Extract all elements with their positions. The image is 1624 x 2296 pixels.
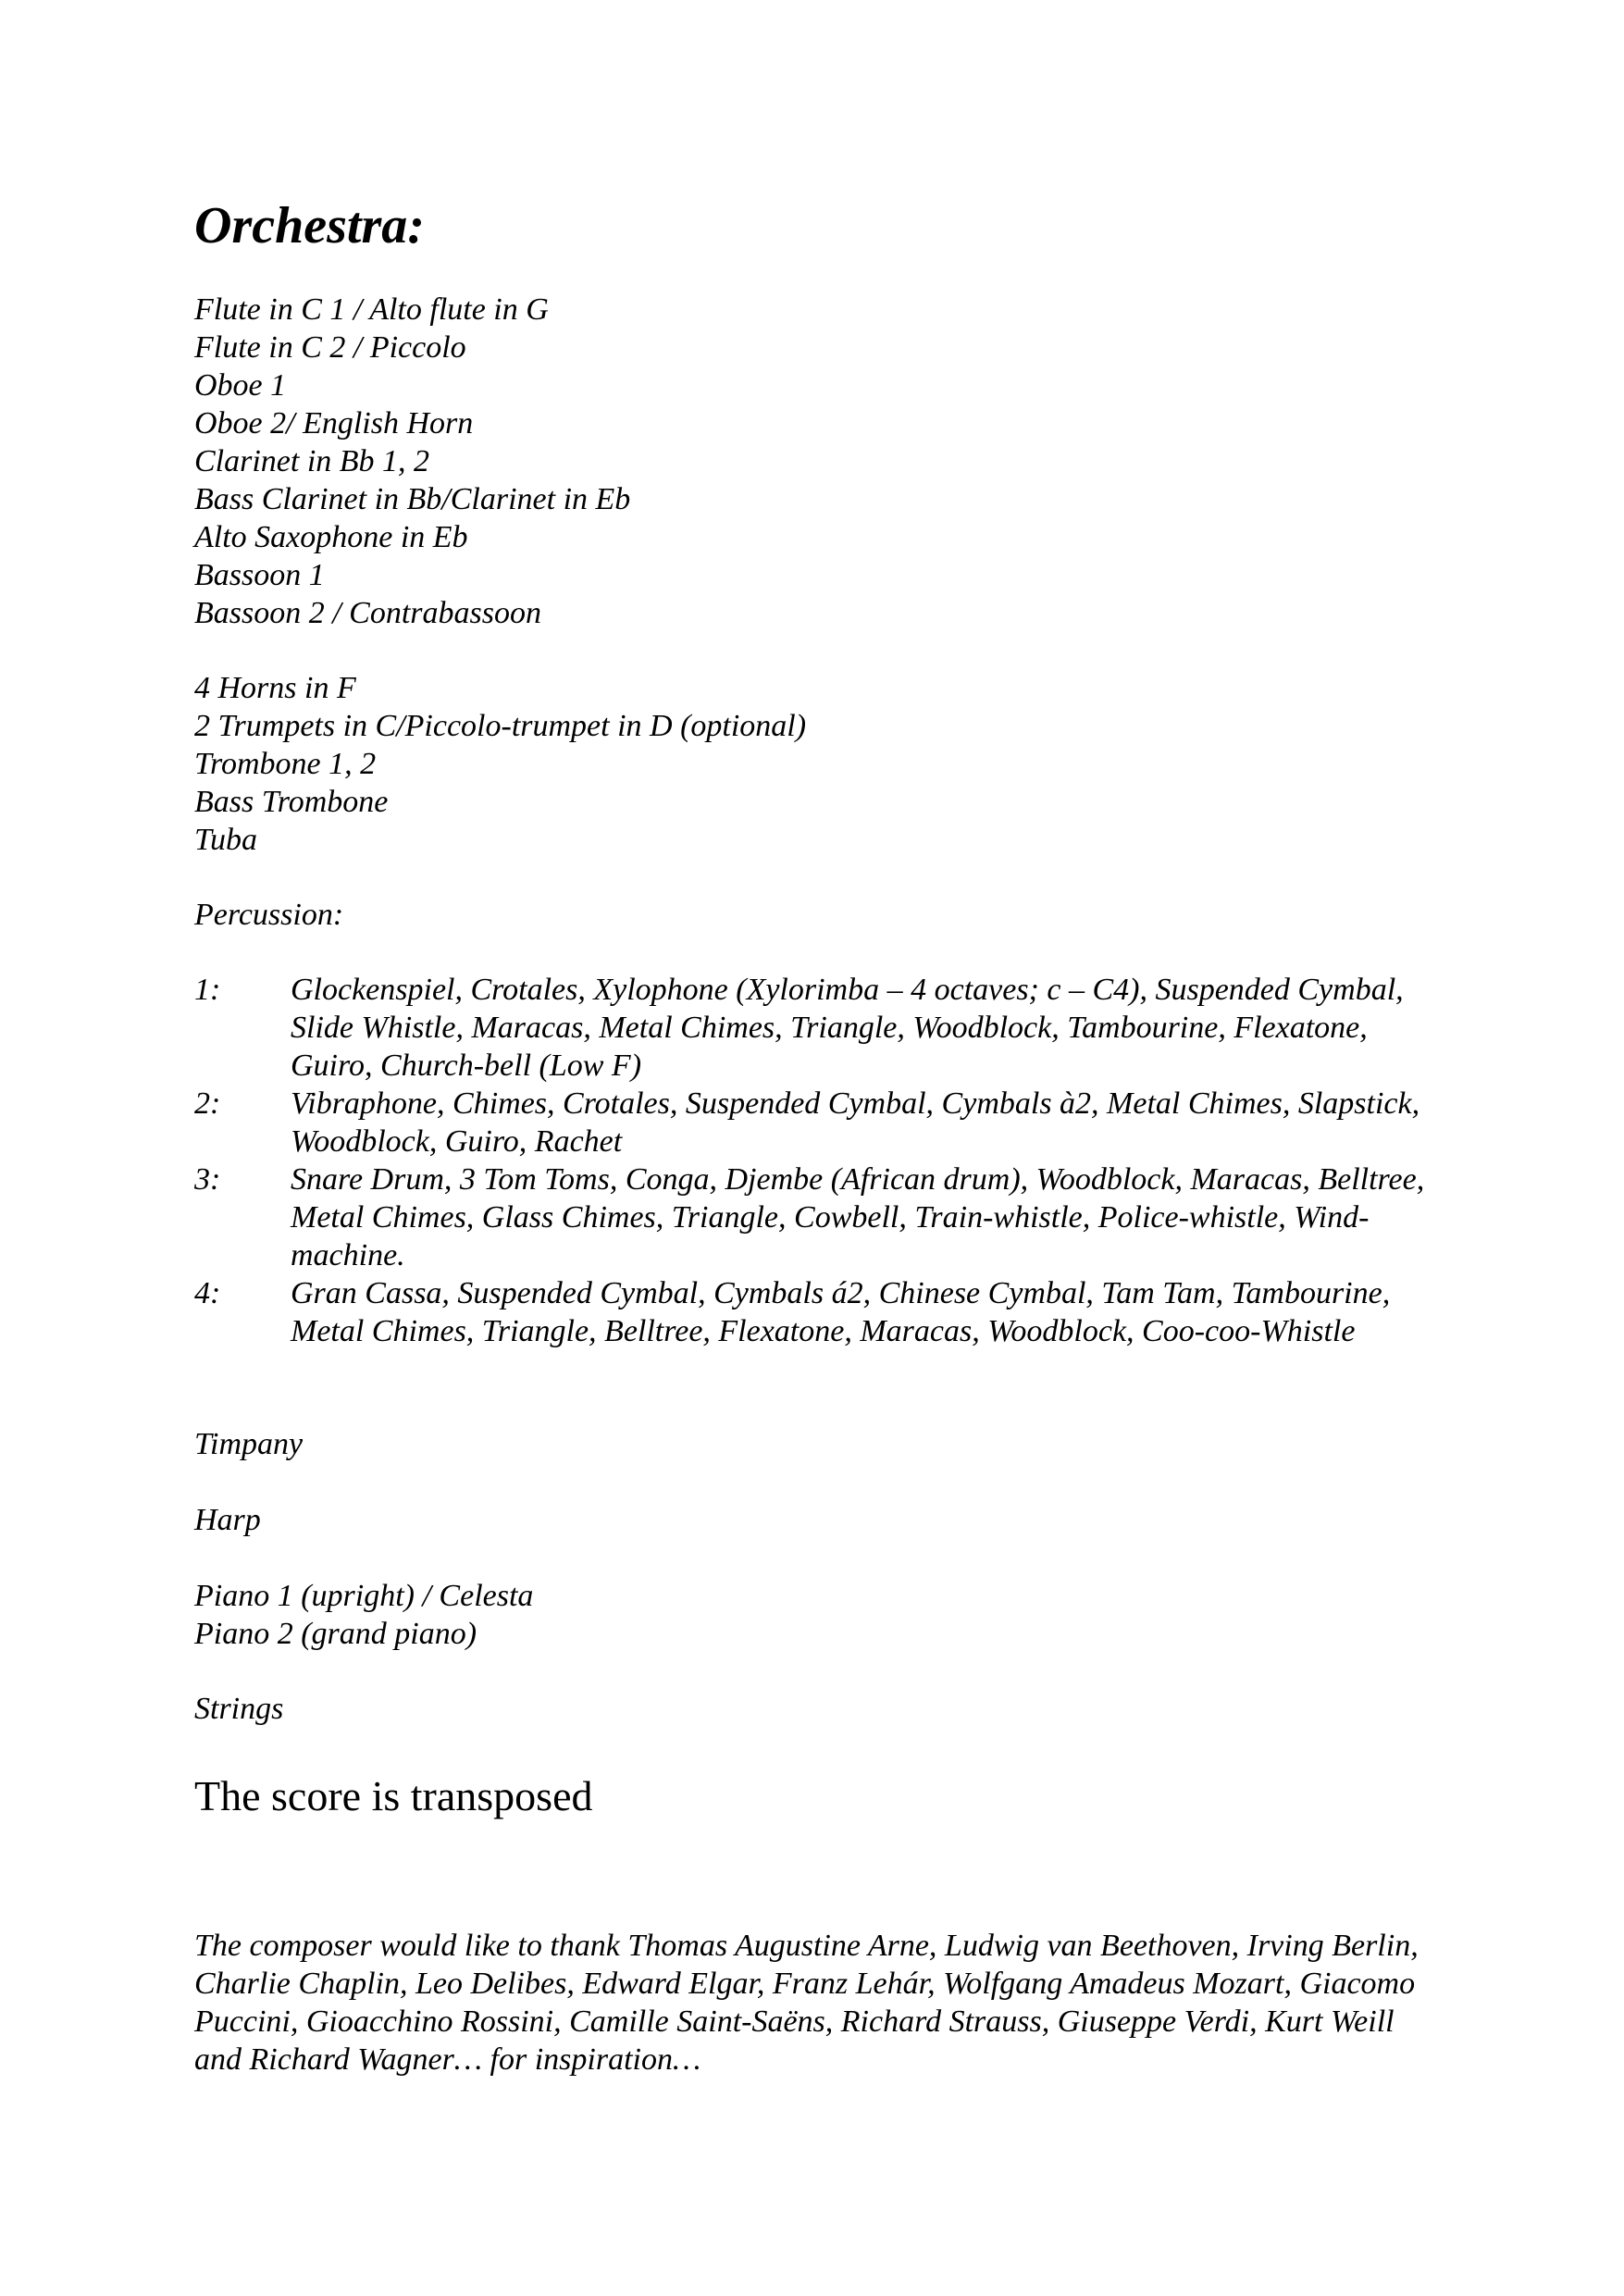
player-instruments: Vibraphone, Chimes, Crotales, Suspended Cymbal, Cymbals à2, Metal Chimes, Slapstick, Woodblock, Guiro, Rachet [291, 1086, 1420, 1159]
instrument-item: 4 Horns in F [194, 671, 356, 705]
player-instruments: Snare Drum, 3 Tom Toms, Conga, Djembe (African drum), Woodblock, Maracas, Belltree, Metal Chimes, Glass Chimes, Triangle, Cowbell, Train-whistle, Police-whistle, Wind-machine. [291, 1162, 1425, 1272]
instrument-item: 2 Trumpets in C/Piccolo-trumpet in D (optional) [194, 709, 807, 743]
player-instruments: Gran Cassa, Suspended Cymbal, Cymbals á2, Chinese Cymbal, Tam Tam, Tambourine, Metal Chimes, Triangle, Belltree, Flexatone, Maracas, Woodblock, Coo-coo-Whistle [291, 1276, 1391, 1348]
instrument-item: Clarinet in Bb 1, 2 [194, 444, 430, 478]
timpany-label: Timpany [194, 1427, 304, 1461]
player-number: 3: [194, 1162, 221, 1197]
instrument-item: Trombone 1, 2 [194, 747, 377, 781]
pianos-list [194, 1577, 533, 1653]
page-title: Orchestra: [194, 197, 425, 254]
woodwinds-list [194, 291, 630, 632]
instrument-item: Bassoon 1 [194, 558, 325, 592]
instrument-item: Piano 1 (upright) / Celesta [194, 1579, 534, 1613]
instrument-item: Oboe 1 [194, 368, 287, 403]
instrument-item: Piano 2 (grand piano) [194, 1617, 477, 1651]
acknowledgement-text: The composer would like to thank Thomas Augustine Arne, Ludwig van Beethoven, Irving Berlin, Charlie Chaplin, Leo Delibes, Edward Elgar, Franz Lehár, Wolfgang Amadeus Mozart, Giacomo Puccini, Gioacchino Rossini, Camille Saint-Saëns, Richard Strauss, Giuseppe Verdi, Kurt Weill and Richard Wagner… for inspiration… [194, 1929, 1419, 2077]
player-number: 4: [194, 1276, 221, 1310]
percussion-player-item [194, 1160, 1444, 1274]
transposed-note: The score is transposed [194, 1772, 593, 1819]
percussion-players-list [194, 971, 1444, 1350]
percussion-heading: Percussion: [194, 898, 344, 932]
player-number: 2: [194, 1086, 221, 1121]
player-number: 1: [194, 973, 221, 1007]
instrument-item: Flute in C 2 / Piccolo [194, 330, 466, 365]
player-instruments: Glockenspiel, Crotales, Xylophone (Xylorimba – 4 octaves; c – C4), Suspended Cymbal, Slide Whistle, Maracas, Metal Chimes, Triangle, Woodblock, Tambourine, Flexatone, Guiro, Church-bell (Low F) [291, 973, 1404, 1083]
instrument-item: Bass Trombone [194, 785, 389, 819]
percussion-player-item [194, 1274, 1444, 1350]
instrument-item: Bassoon 2 / Contrabassoon [194, 596, 541, 630]
instrument-item: Oboe 2/ English Horn [194, 406, 474, 441]
strings-label: Strings [194, 1692, 284, 1726]
brass-list [194, 669, 806, 859]
instrument-item: Tuba [194, 823, 258, 857]
instrument-item: Alto Saxophone in Eb [194, 520, 468, 554]
percussion-player-item [194, 971, 1444, 1085]
instrument-item: Bass Clarinet in Bb/Clarinet in Eb [194, 482, 631, 516]
instrument-item: Flute in C 1 / Alto flute in G [194, 292, 549, 327]
harp-label: Harp [194, 1503, 261, 1537]
percussion-player-item [194, 1085, 1444, 1160]
